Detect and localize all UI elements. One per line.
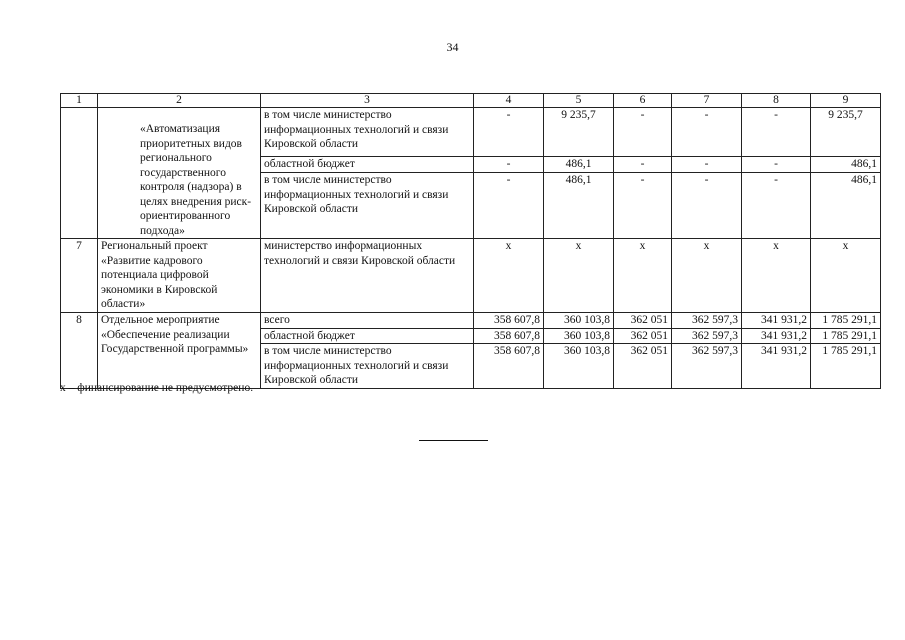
table-row [61,313,881,329]
value-cell: 486,1 [811,173,881,239]
value-cell: 358 607,8 [474,328,544,344]
funding-source-cell: министерство информационных технологий и связи Кировской области [261,239,474,313]
value-cell: - [672,173,742,239]
funding-source-cell: в том числе министерство информационных технологий и связи Кировской области [261,344,474,389]
value-cell: 1 785 291,1 [811,328,881,344]
table-row [61,108,881,157]
value-cell: 362 597,3 [672,328,742,344]
funding-source-cell: в том числе министерство информационных технологий и связи Кировской области [261,173,474,239]
value-cell: 362 597,3 [672,344,742,389]
header-cell: 9 [811,94,881,108]
value-cell: 358 607,8 [474,344,544,389]
header-cell: 7 [672,94,742,108]
value-cell: 360 103,8 [544,313,614,329]
funding-source-cell: областной бюджет [261,156,474,173]
header-row [61,94,881,108]
value-cell: - [474,173,544,239]
value-cell: - [614,108,672,157]
header-cell: 1 [61,94,98,108]
table-row [61,239,881,313]
event-name-cell: «Автоматизация приоритетных видов регионального государственного контроля (надзора) в целях внедрения риск-ориентированного подхода» [98,108,261,239]
budget-table-body [61,94,881,389]
value-cell: 360 103,8 [544,344,614,389]
header-cell: 5 [544,94,614,108]
value-cell: - [672,156,742,173]
value-cell: - [614,156,672,173]
value-cell: 1 785 291,1 [811,313,881,329]
event-name-cell: Региональный проект «Развитие кадрового потенциала цифровой экономики в Кировской области» [98,239,261,313]
budget-table [60,93,881,389]
value-cell: - [614,173,672,239]
value-cell: 360 103,8 [544,328,614,344]
value-cell: 486,1 [544,156,614,173]
value-cell: 9 235,7 [544,108,614,157]
value-cell: х [672,239,742,313]
header-cell: 3 [261,94,474,108]
header-cell: 2 [98,94,261,108]
value-cell: - [742,156,811,173]
value-cell: 362 051 [614,313,672,329]
value-cell: 486,1 [811,156,881,173]
value-cell: х [811,239,881,313]
funding-source-cell: областной бюджет [261,328,474,344]
value-cell: - [742,173,811,239]
funding-source-cell: всего [261,313,474,329]
page-number: 34 [446,40,459,54]
header-cell: 6 [614,94,672,108]
row-number-cell: 8 [61,313,98,389]
value-cell: 341 931,2 [742,328,811,344]
value-cell: - [474,156,544,173]
value-cell: х [474,239,544,313]
value-cell: 362 051 [614,328,672,344]
value-cell: - [672,108,742,157]
value-cell: х [614,239,672,313]
value-cell: 486,1 [544,173,614,239]
header-cell: 8 [742,94,811,108]
value-cell: х [742,239,811,313]
value-cell: 341 931,2 [742,313,811,329]
value-cell: - [742,108,811,157]
row-number-cell: 7 [61,239,98,313]
value-cell: 1 785 291,1 [811,344,881,389]
header-cell: 4 [474,94,544,108]
footnote: х – финансирование не предусмотрено. [60,382,254,394]
value-cell: 9 235,7 [811,108,881,157]
value-cell: 362 051 [614,344,672,389]
value-cell: х [544,239,614,313]
row-number-cell [61,108,98,239]
value-cell: 362 597,3 [672,313,742,329]
funding-source-cell: в том числе министерство информационных технологий и связи Кировской области [261,108,474,157]
value-cell: 341 931,2 [742,344,811,389]
event-name-cell: Отдельное мероприятие «Обеспечение реализации Государственной программы» [98,313,261,389]
value-cell: 358 607,8 [474,313,544,329]
end-rule [419,440,488,441]
value-cell: - [474,108,544,157]
